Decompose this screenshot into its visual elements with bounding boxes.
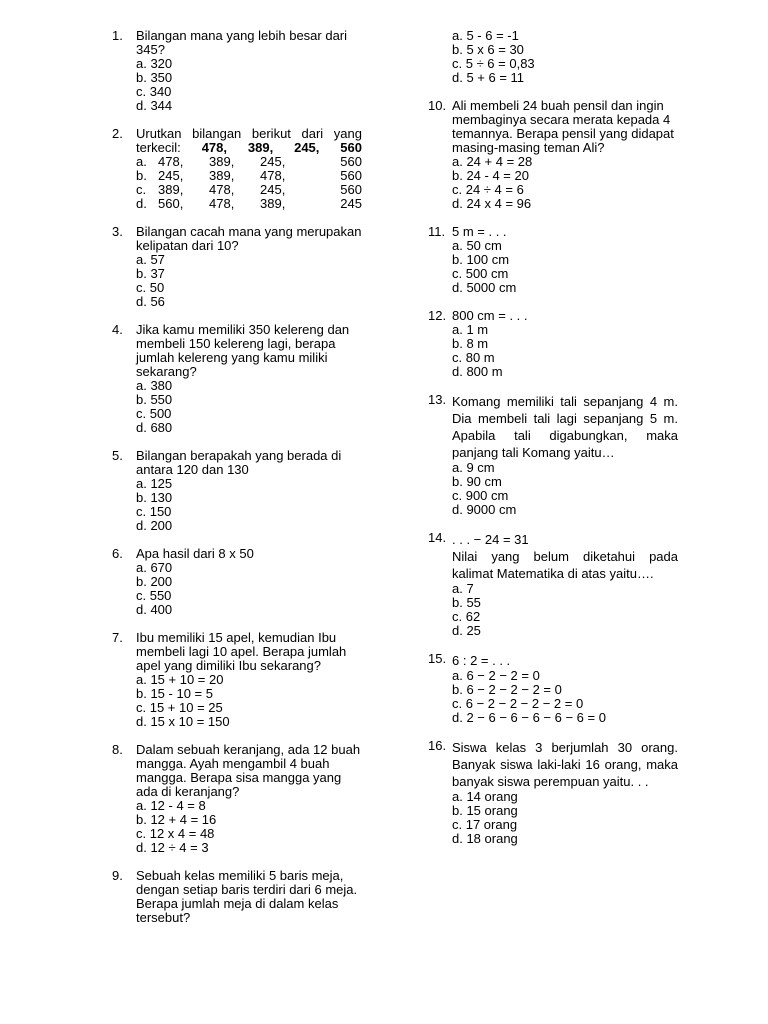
question-number: 3. <box>112 224 123 239</box>
option-value: 560 <box>340 168 362 183</box>
question-number: 11. <box>428 224 446 239</box>
option-a: a. 380 <box>136 378 173 393</box>
question-16 <box>428 739 678 846</box>
option-d: d. 200 <box>136 518 173 533</box>
option-value: 245 <box>340 196 362 211</box>
option-value: 389, <box>209 168 235 183</box>
question-text: Apa hasil dari 8 x 50 <box>136 546 254 561</box>
option-b: b. 15 - 10 = 5 <box>136 686 213 701</box>
option-d: d. 400 <box>136 602 173 617</box>
option-b: b. 100 cm <box>452 252 510 267</box>
option-d: d. 5 + 6 = 11 <box>452 70 525 85</box>
right-column <box>428 29 678 860</box>
option-d: d. 12 ÷ 4 = 3 <box>136 840 209 855</box>
option-value: 560 <box>340 182 362 197</box>
option-d: d. 5000 cm <box>452 280 517 295</box>
question-text: Sebuah kelas memiliki 5 baris meja, dengan setiap baris terdiri dari 6 meja. Berapa jumlah meja di dalam kelas tersebut? <box>136 868 358 925</box>
option-a: a. 6 − 2 − 2 = 0 <box>452 668 540 683</box>
option-c: c. 150 <box>136 504 172 519</box>
question-15 <box>428 652 678 725</box>
question-number: 12. <box>428 308 447 323</box>
question-text: Jika kamu memiliki 350 kelereng dan membeli 150 kelereng lagi, berapa jumlah kelereng yang kamu miliki sekarang? <box>136 322 350 379</box>
question-number: 6. <box>112 546 123 561</box>
left-column <box>112 29 362 939</box>
question-text: Bilangan mana yang lebih besar dari 345? <box>136 28 348 57</box>
question-text: Dalam sebuah keranjang, ada 12 buah mangga. Ayah mengambil 4 buah mangga. Berapa sisa mangga yang ada di keranjang? <box>136 742 361 799</box>
option-value: 478, <box>209 182 235 197</box>
option-value: 478, <box>158 154 184 169</box>
option-value: 389, <box>158 182 184 197</box>
option-b: b. 130 <box>136 490 173 505</box>
question-number: 13. <box>428 392 447 407</box>
question-number: 14. <box>428 530 447 545</box>
question-8 <box>112 743 362 855</box>
option-value: 560, <box>158 196 184 211</box>
option-b: b. 15 orang <box>452 803 518 818</box>
question-text: Komang memiliki tali sepanjang 4 m. Dia membeli tali lagi sepanjang 5 m. Apabila tali digabungkan, maka panjang tali Komang yaitu… <box>452 394 678 460</box>
question-text-continued: Nilai yang belum diketahui pada kalimat Matematika di atas yaitu…. <box>452 549 678 581</box>
option-value: 478, <box>260 168 286 183</box>
question-9-options <box>428 29 678 85</box>
question-text: Ibu memiliki 15 apel, kemudian Ibu membeli lagi 10 apel. Berapa jumlah apel yang dimiliki Ibu sekarang? <box>136 630 347 673</box>
option-a: a. 15 + 10 = 20 <box>136 672 224 687</box>
option-b: b. 200 <box>136 574 173 589</box>
option-value: 478, <box>209 196 235 211</box>
question-text-main: Urutkan bilangan berikut dari yang terkecil: <box>136 126 362 155</box>
option-c: c. 6 − 2 − 2 − 2 − 2 = 0 <box>452 696 584 711</box>
question-text: . . . − 24 = 31 <box>452 532 529 547</box>
option-c: c. 900 cm <box>452 488 509 503</box>
option-c: c. 50 <box>136 280 165 295</box>
option-c: c. 12 x 4 = 48 <box>136 826 215 841</box>
option-b: b. 8 m <box>452 336 489 351</box>
option-c: c. 500 <box>136 406 172 421</box>
option-a: a. 7 <box>452 581 474 596</box>
question-number: 10. <box>428 98 447 113</box>
option-a: a. 50 cm <box>452 238 502 253</box>
option-row-d <box>136 197 362 211</box>
option-d: d. 56 <box>136 294 165 309</box>
option-b: b. 37 <box>136 266 165 281</box>
option-a: a. 24 + 4 = 28 <box>452 154 533 169</box>
option-d: d. 18 orang <box>452 831 518 846</box>
option-letter: d. <box>136 196 147 211</box>
option-value: 389, <box>209 154 235 169</box>
option-d: d. 344 <box>136 98 173 113</box>
question-number: 8. <box>112 742 123 757</box>
question-text: Bilangan berapakah yang berada di antara 120 dan 130 <box>136 448 342 477</box>
option-b: b. 12 + 4 = 16 <box>136 812 217 827</box>
option-d: d. 680 <box>136 420 173 435</box>
option-c: c. 500 cm <box>452 266 509 281</box>
question-1 <box>112 29 362 113</box>
option-b: b. 5 x 6 = 30 <box>452 42 524 57</box>
question-text: 6 : 2 = . . . <box>452 653 511 668</box>
option-b: b. 55 <box>452 595 481 610</box>
option-row-b <box>136 169 362 183</box>
question-text: 800 cm = . . . <box>452 308 528 323</box>
option-b: b. 90 cm <box>452 474 502 489</box>
question-6 <box>112 547 362 617</box>
option-a: a. 125 <box>136 476 173 491</box>
option-c: c. 24 ÷ 4 = 6 <box>452 182 524 197</box>
option-row-a <box>136 155 362 169</box>
option-c: c. 62 <box>452 609 481 624</box>
option-b: b. 6 − 2 − 2 − 2 = 0 <box>452 682 562 697</box>
option-a: a. 1 m <box>452 322 489 337</box>
question-text: Siswa kelas 3 berjumlah 30 orang. Banyak siswa laki-laki 16 orang, maka banyak siswa perempuan yaitu. . . <box>452 740 678 789</box>
question-3 <box>112 225 362 309</box>
question-11 <box>428 225 678 295</box>
option-b: b. 350 <box>136 70 173 85</box>
question-number: 16. <box>428 738 447 753</box>
question-13 <box>428 393 678 517</box>
question-number: 5. <box>112 448 123 463</box>
option-d: d. 2 − 6 − 6 − 6 − 6 − 6 = 0 <box>452 710 606 725</box>
option-a: a. 12 - 4 = 8 <box>136 798 206 813</box>
option-a: a. 57 <box>136 252 165 267</box>
question-5 <box>112 449 362 533</box>
question-14 <box>428 531 678 638</box>
question-text <box>136 127 362 155</box>
option-a: a. 670 <box>136 560 173 575</box>
question-text: Ali membeli 24 buah pensil dan ingin membaginya secara merata kepada 4 temannya. Berapa pensil yang didapat masing-masing teman Ali? <box>452 98 674 155</box>
question-12 <box>428 309 678 379</box>
question-number: 2. <box>112 126 123 141</box>
option-b: b. 24 - 4 = 20 <box>452 168 529 183</box>
option-letter: a. <box>136 154 147 169</box>
question-9 <box>112 869 362 925</box>
option-c: c. 340 <box>136 84 172 99</box>
option-d: d. 25 <box>452 623 481 638</box>
question-2 <box>112 127 362 211</box>
option-value: 245, <box>158 168 184 183</box>
question-4 <box>112 323 362 435</box>
option-a: a. 9 cm <box>452 460 495 475</box>
option-d: d. 24 x 4 = 96 <box>452 196 532 211</box>
option-c: c. 17 orang <box>452 817 518 832</box>
question-7 <box>112 631 362 729</box>
option-a: a. 14 orang <box>452 789 518 804</box>
option-a: a. 5 - 6 = -1 <box>452 28 519 43</box>
question-number: 4. <box>112 322 123 337</box>
option-letter: b. <box>136 168 147 183</box>
option-c: c. 5 ÷ 6 = 0,83 <box>452 56 535 71</box>
option-d: d. 9000 cm <box>452 502 517 517</box>
question-number: 9. <box>112 868 123 883</box>
option-value: 560 <box>340 154 362 169</box>
option-value: 389, <box>260 196 286 211</box>
option-c: c. 550 <box>136 588 172 603</box>
option-c: c. 15 + 10 = 25 <box>136 700 223 715</box>
option-d: d. 800 m <box>452 364 503 379</box>
option-value: 245, <box>260 154 286 169</box>
option-d: d. 15 x 10 = 150 <box>136 714 230 729</box>
question-text-bold: 478, 389, 245, 560 <box>201 140 362 155</box>
question-text: Bilangan cacah mana yang merupakan kelipatan dari 10? <box>136 224 362 253</box>
option-a: a. 320 <box>136 56 173 71</box>
question-10 <box>428 99 678 211</box>
option-b: b. 550 <box>136 392 173 407</box>
option-row-c <box>136 183 362 197</box>
option-letter: c. <box>136 182 147 197</box>
question-number: 1. <box>112 28 123 43</box>
option-c: c. 80 m <box>452 350 495 365</box>
option-value: 245, <box>260 182 286 197</box>
question-number: 7. <box>112 630 123 645</box>
question-number: 15. <box>428 651 447 666</box>
question-text: 5 m = . . . <box>452 224 507 239</box>
